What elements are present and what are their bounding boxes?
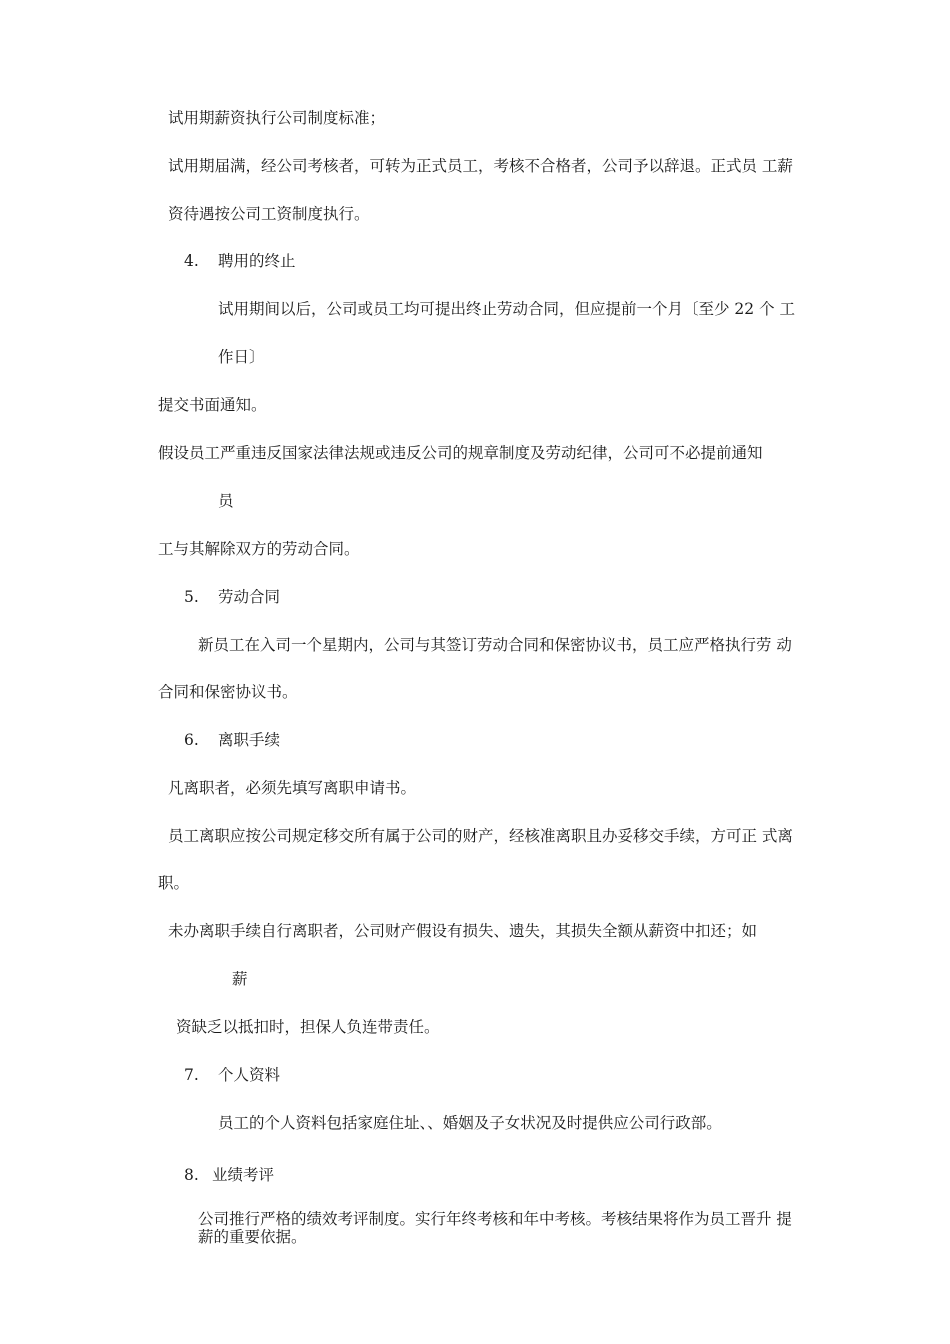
text-line: 凡离职者，必须先填写离职申请书。: [168, 779, 417, 797]
text-line: 试用期薪资执行公司制度标准；: [168, 109, 386, 127]
text-line: 薪: [232, 970, 248, 988]
text-line: 资缺乏以抵扣时，担保人负连带责任。: [176, 1018, 440, 1036]
text-line: 合同和保密协议书。: [158, 683, 298, 701]
text-line: 作日〕: [218, 348, 265, 366]
text-line: 假设员工严重违反国家法律法规或违反公司的规章制度及劳动纪律，公司可不必提前通知: [158, 444, 763, 462]
section-number: 8.: [184, 1166, 199, 1184]
section-title: 业绩考评: [212, 1166, 275, 1184]
section-title: 聘用的终止: [218, 252, 296, 270]
text-line: 职。: [158, 874, 190, 892]
text-line: 新员工在入司一个星期内，公司与其签订劳动合同和保密协议书，员工应严格执行劳 动: [198, 636, 792, 654]
text-line: 试用期间以后，公司或员工均可提出终止劳动合同，但应提前一个月〔至少 22 个 工: [218, 300, 796, 318]
section-heading-8: [184, 1165, 274, 1185]
section-heading-7: [184, 1065, 280, 1085]
text-line: 员: [218, 492, 234, 510]
section-title: 离职手续: [218, 731, 281, 749]
section-title: 劳动合同: [218, 588, 281, 606]
section-heading-6: [184, 730, 280, 750]
text-line: 员工的个人资料包括家庭住址、、婚姻及子女状况及时提供应公司行政部。: [218, 1114, 722, 1132]
text-line: 薪的重要依据。: [198, 1228, 307, 1246]
text-line: 员工离职应按公司规定移交所有属于公司的财产，经核准离职且办妥移交手续，方可正 式离: [168, 827, 793, 845]
section-title: 个人资料: [218, 1066, 281, 1084]
section-number: 4.: [184, 252, 199, 270]
section-heading-4: [184, 251, 296, 271]
section-number: 6.: [184, 731, 199, 749]
section-heading-5: [184, 587, 280, 607]
text-line: 试用期届满，经公司考核者，可转为正式员工，考核不合格者，公司予以辞退。正式员 工薪: [168, 157, 793, 175]
text-line: 公司推行严格的绩效考评制度。实行年终考核和年中考核。考核结果将作为员工晋升 提: [198, 1210, 792, 1228]
text-line: 提交书面通知。: [158, 396, 267, 414]
section-number: 5.: [184, 588, 199, 606]
text-line: 资待遇按公司工资制度执行。: [168, 205, 370, 223]
text-line: 工与其解除双方的劳动合同。: [158, 540, 360, 558]
section-number: 7.: [184, 1066, 199, 1084]
text-line: 未办离职手续自行离职者，公司财产假设有损失、遗失，其损失全额从薪资中扣还；如: [168, 922, 758, 940]
